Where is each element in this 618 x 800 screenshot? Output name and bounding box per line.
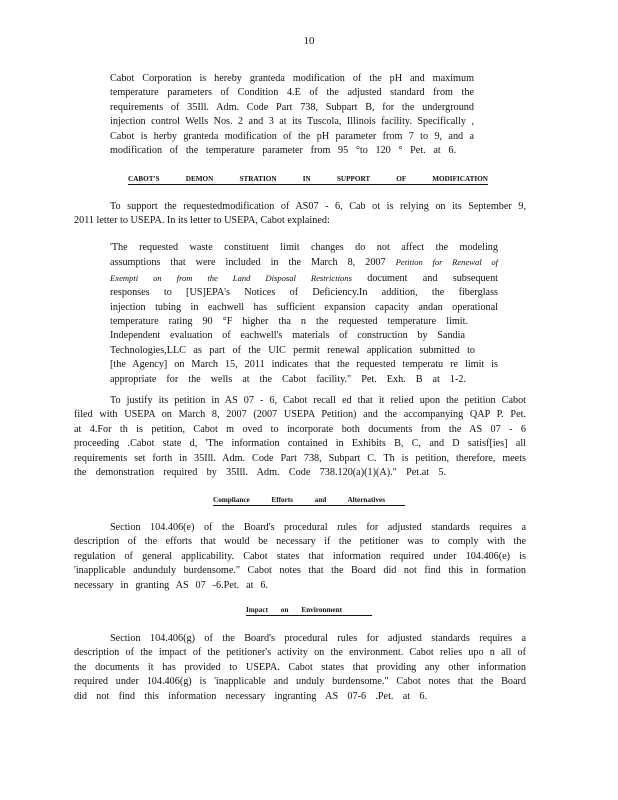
- text-line: [110, 255, 498, 270]
- text-line: Section 104.406(e) of the Board's procedural rules for adjusted standards requires a: [110, 522, 526, 533]
- text-line: regulation of general applicability. Cabot states that information required under 104.406(e) is: [74, 550, 526, 562]
- intro-paragraph: [110, 72, 474, 158]
- text-line: temperature parameters of Condition 4.E of the adjusted standard from the: [110, 87, 474, 99]
- text-line: the demonstration required by 35Ill. Adm. Code 738.120(a)(1)(A)." Pet.at 5.: [74, 467, 446, 479]
- text-line: Cabot is herby granteda modification of the pH parameter from 7 to 9, and a: [110, 130, 474, 142]
- text-line: 2011 letter to USEPA. In its letter to USEPA, Cabot explained:: [74, 215, 330, 227]
- text-line: injection tubing in eachwell has sufficient expansion capacity andan operational: [110, 301, 498, 313]
- text-line: 'The requested waste constituent limit changes do not affect the modeling: [110, 242, 498, 253]
- text-line: To support the requestedmodification of AS07 - 6, Cab ot is relying on its September 9,: [110, 201, 526, 212]
- section-heading-demonstration: [128, 175, 488, 185]
- petition-title-italic: Exempti on from the Land Disposal Restrictions: [110, 272, 352, 283]
- text-line: appropriate for the wells at the Cabot facility." Pet. Exh. B at 1-2.: [110, 373, 466, 385]
- text-line: at 4.For th is petition, Cabot m oved to incorporate both documents from the AS 07 - 6: [74, 423, 526, 435]
- compliance-paragraph: [74, 521, 526, 593]
- text-line: Cabot Corporation is hereby granteda modification of the pH and maximum: [110, 73, 474, 84]
- text-line: Section 104.406(g) of the Board's procedural rules for adjusted standards requires a: [110, 633, 526, 644]
- text-line: description of the efforts that would be necessary if the petitioner was to comply with the: [74, 536, 526, 548]
- support-paragraph: [74, 200, 526, 229]
- text-line: To justify its petition in AS 07 - 6, Cabot recall ed that it relied upon the petition Cabot: [110, 395, 526, 406]
- text-line: description of the impact of the petitioner's activity on the environment. Cabot relies upo n all of: [74, 647, 526, 659]
- impact-paragraph: [74, 632, 526, 704]
- heading-underline: [246, 615, 372, 616]
- text-line: did not find this information necessary ingranting AS 07-6 .Pet. at 6.: [74, 690, 427, 702]
- text-line: responses to [US]EPA's Notices of Deficiency.In addition, the fiberglass: [110, 287, 498, 299]
- text-span: assumptions that were included in the March 8, 2007: [110, 257, 386, 269]
- heading-text: CABOT'S DEMON STRATION IN SUPPORT OF MODIFICATION: [128, 175, 488, 183]
- text-line: necessary in granting AS 07 -6.Pet. at 6.: [74, 579, 268, 591]
- section-heading-impact: [246, 606, 342, 616]
- justify-paragraph: [74, 394, 526, 480]
- text-line: [the Agency] on March 15, 2011 indicates that the requested temperatu re limit is: [110, 359, 498, 371]
- text-line: requirements of 35Ill. Adm. Code Part 738, Subpart B, for the underground: [110, 101, 474, 113]
- text-line: requirements set forth in 35Ill. Adm. Code Part 738, Subpart C. Th is petition, therefore, meets: [74, 452, 526, 464]
- heading-underline: [128, 184, 488, 185]
- text-line: the documents it has provided to USEPA. Cabot states that providing any other information: [74, 661, 526, 673]
- text-line: temperature rating 90 °F higher tha n the requested temperature limit.: [110, 316, 468, 328]
- heading-text: Compliance Efforts and Alternatives: [213, 496, 385, 504]
- text-line: Independent evaluation of eachwell's materials of construction by Sandia: [110, 330, 465, 342]
- section-heading-compliance: [213, 496, 385, 506]
- text-line: [110, 271, 498, 286]
- heading-text: Impact on Environment: [246, 606, 342, 614]
- text-line: Technologies,LLC as part of the UIC permit renewal application submitted to: [110, 344, 475, 356]
- petition-title-italic: Petition for Renewal of: [395, 257, 499, 268]
- heading-underline: [213, 505, 405, 506]
- text-line: modification of the temperature parameter from 95 °to 120 ° Pet. at 6.: [110, 145, 456, 157]
- text-line: injection control Wells Nos. 2 and 3 at its Tuscola, Illinois facility. Specifically ,: [110, 116, 474, 128]
- text-line: proceeding .Cabot state d, 'The information contained in Exhibits B, C, and D satisf[ies] all: [74, 438, 526, 450]
- page-number: 10: [303, 35, 315, 47]
- block-quote: [110, 241, 498, 387]
- text-line: required under 104.406(g) is 'inapplicable and unduly burdensome." Cabot notes that the Board: [74, 676, 526, 688]
- text-line: filed with USEPA on March 8, 2007 (2007 USEPA Petition) and the accompanying QAP P. Pet.: [74, 409, 526, 421]
- text-line: 'inapplicable andunduly burdensome." Cabot notes that the Board did not find this in formation: [74, 565, 526, 577]
- text-span: document and subsequent: [367, 272, 499, 284]
